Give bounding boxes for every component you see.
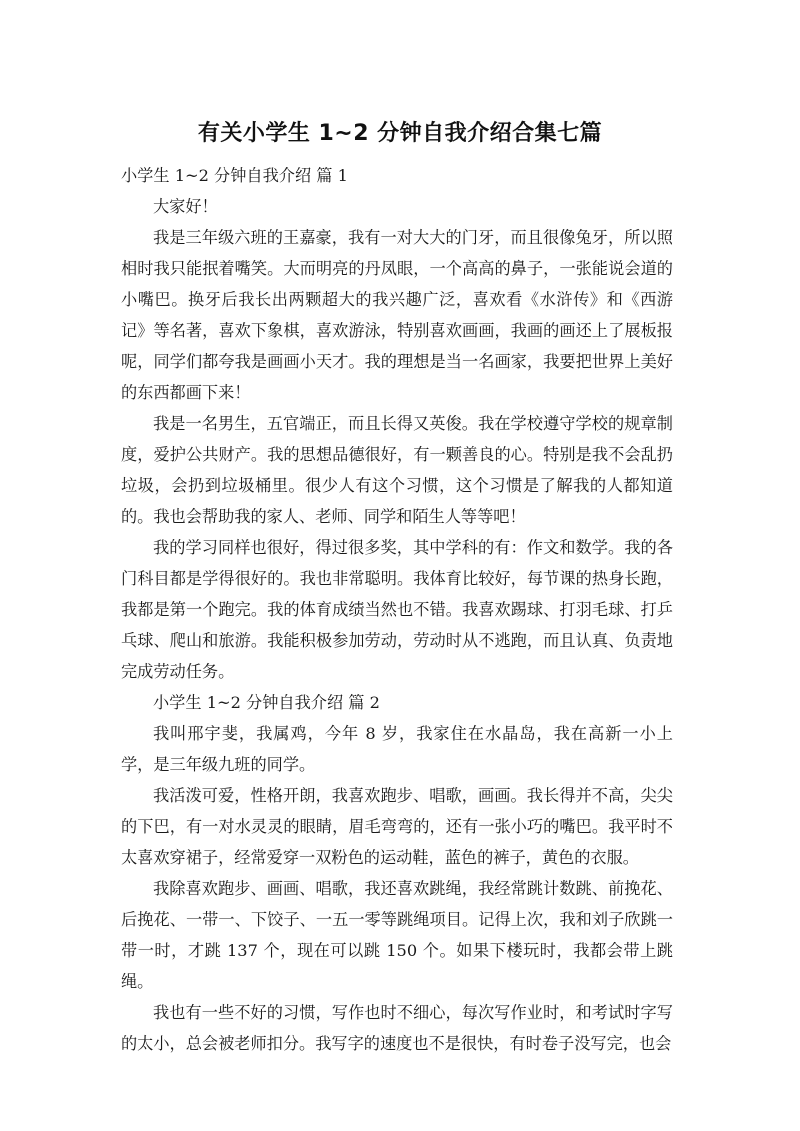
- paragraph: 我除喜欢跑步、画画、唱歌，我还喜欢跳绳，我经常跳计数跳、前挽花、后挽花、一带一、下饺子、一五一零等跳绳项目。记得上次，我和刘子欣跳一带一时，才跳 137 个，现在可以跳 150 个。如果下楼玩时，我都会带上跳绳。: [121, 879, 673, 991]
- section-heading-2: 小学生 1~2 分钟自我介绍 篇 2: [153, 693, 380, 712]
- document-title: 有关小学生 1~2 分钟自我介绍合集七篇: [197, 121, 603, 146]
- greeting-text: 大家好！: [153, 197, 218, 216]
- paragraph: 我的学习同样也很好，得过很多奖，其中学科的有：作文和数学。我的各门科目都是学得很好的。我也非常聪明。我体育比较好，每节课的热身长跑，我都是第一个跑完。我的体育成绩当然也不错。我喜欢踢球、打羽毛球、打乒乓球、爬山和旅游。我能积极参加劳动，劳动时从不逃跑，而且认真、负责地完成劳动任务。: [121, 538, 673, 681]
- paragraph: 我叫邢宇斐，我属鸡，今年 8 岁，我家住在水晶岛，我在高新一小上学，是三年级九班的同学。: [121, 724, 673, 774]
- document-body: [121, 160, 673, 1059]
- paragraph: 我是一名男生，五官端正，而且长得又英俊。我在学校遵守学校的规章制度，爱护公共财产。我的思想品德很好，有一颗善良的心。特别是我不会乱扔垃圾，会扔到垃圾桶里。很少人有这个习惯，这个习惯是了解我的人都知道的。我也会帮助我的家人、老师、同学和陌生人等等吧！: [121, 414, 673, 526]
- paragraph: 我是三年级六班的王嘉豪，我有一对大大的门牙，而且很像兔牙，所以照相时我只能抿着嘴笑。大而明亮的丹凤眼，一个高高的鼻子，一张能说会道的小嘴巴。换牙后我长出两颗超大的我兴趣广泛，喜欢看《水浒传》和《西游记》等名著，喜欢下象棋，喜欢游泳，特别喜欢画画，我画的画还上了展板报呢，同学们都夸我是画画小天才。我的理想是当一名画家，我要把世界上美好的东西都画下来！: [121, 228, 673, 402]
- section-heading-1: 小学生 1~2 分钟自我介绍 篇 1: [121, 166, 348, 185]
- paragraph: 我活泼可爱，性格开朗，我喜欢跑步、唱歌，画画。我长得并不高，尖尖的下巴，有一对水灵灵的眼睛，眉毛弯弯的，还有一张小巧的嘴巴。我平时不太喜欢穿裙子，经常爱穿一双粉色的运动鞋，蓝色的裤子，黄色的衣服。: [121, 786, 673, 867]
- paragraph: 我也有一些不好的习惯，写作也时不细心，每次写作业时，和考试时字写的太小，总会被老师扣分。我写字的速度也不是很快，有时卷子没写完，也会: [121, 1003, 673, 1053]
